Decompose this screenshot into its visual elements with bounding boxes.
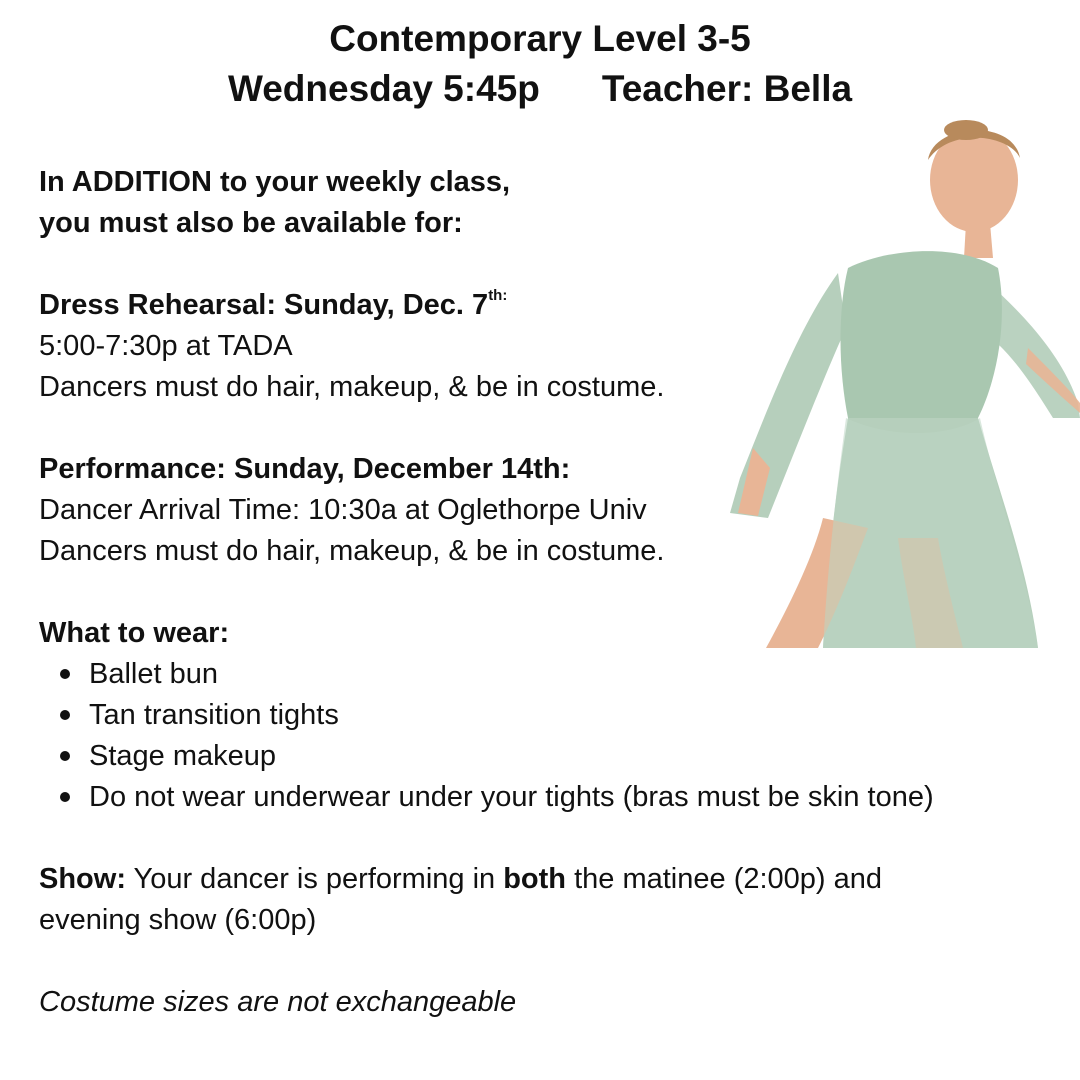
bullet-icon bbox=[60, 751, 70, 761]
what-to-wear-section bbox=[39, 613, 1069, 818]
performance-section bbox=[39, 449, 1069, 572]
list-item bbox=[89, 695, 1069, 736]
list-item-text: Do not wear underwear under your tights (bras must be skin tone) bbox=[89, 781, 934, 813]
page-header bbox=[0, 14, 1080, 114]
dress-rehearsal-section bbox=[39, 285, 1069, 408]
list-item bbox=[89, 777, 1069, 818]
dress-rehearsal-time: 5:00-7:30p at TADA bbox=[39, 330, 293, 362]
wear-list bbox=[39, 654, 1069, 818]
class-teacher: Teacher: Bella bbox=[601, 68, 853, 109]
list-item-text: Stage makeup bbox=[89, 740, 277, 772]
class-day-time: Wednesday 5:45p bbox=[227, 68, 540, 109]
show-line bbox=[39, 859, 1069, 900]
show-text: Your dancer is performing in bbox=[126, 863, 504, 895]
bullet-icon bbox=[60, 669, 70, 679]
costume-note: Costume sizes are not exchangeable bbox=[39, 986, 517, 1018]
schedule-details bbox=[39, 162, 1069, 1023]
intro-text bbox=[39, 162, 1069, 244]
performance-heading: Performance: Sunday, December 14th: bbox=[39, 453, 571, 485]
show-section bbox=[39, 859, 1069, 941]
intro-line: you must also be available for: bbox=[39, 207, 463, 239]
bullet-icon bbox=[60, 792, 70, 802]
show-text: the matinee (2:00p) and bbox=[566, 863, 883, 895]
dress-rehearsal-heading bbox=[39, 285, 1069, 326]
show-label: Show: bbox=[39, 863, 126, 895]
dress-rehearsal-heading-text: Dress Rehearsal: Sunday, Dec. 7 bbox=[39, 289, 489, 321]
show-emphasis: both bbox=[503, 863, 567, 895]
intro-line: In ADDITION to your weekly class, bbox=[39, 166, 511, 198]
show-line: evening show (6:00p) bbox=[39, 904, 317, 936]
dress-rehearsal-note: Dancers must do hair, makeup, & be in costume. bbox=[39, 371, 665, 403]
performance-arrival: Dancer Arrival Time: 10:30a at Oglethorpe Univ bbox=[39, 494, 647, 526]
list-item-text: Tan transition tights bbox=[89, 699, 339, 731]
list-item bbox=[89, 736, 1069, 777]
schedule-row bbox=[0, 64, 1080, 114]
performance-note: Dancers must do hair, makeup, & be in costume. bbox=[39, 535, 665, 567]
list-item bbox=[89, 654, 1069, 695]
class-title: Contemporary Level 3-5 bbox=[329, 18, 751, 59]
what-to-wear-heading: What to wear: bbox=[39, 617, 230, 649]
list-item-text: Ballet bun bbox=[89, 658, 218, 690]
ordinal-suffix: th: bbox=[488, 287, 508, 304]
bullet-icon bbox=[60, 710, 70, 720]
